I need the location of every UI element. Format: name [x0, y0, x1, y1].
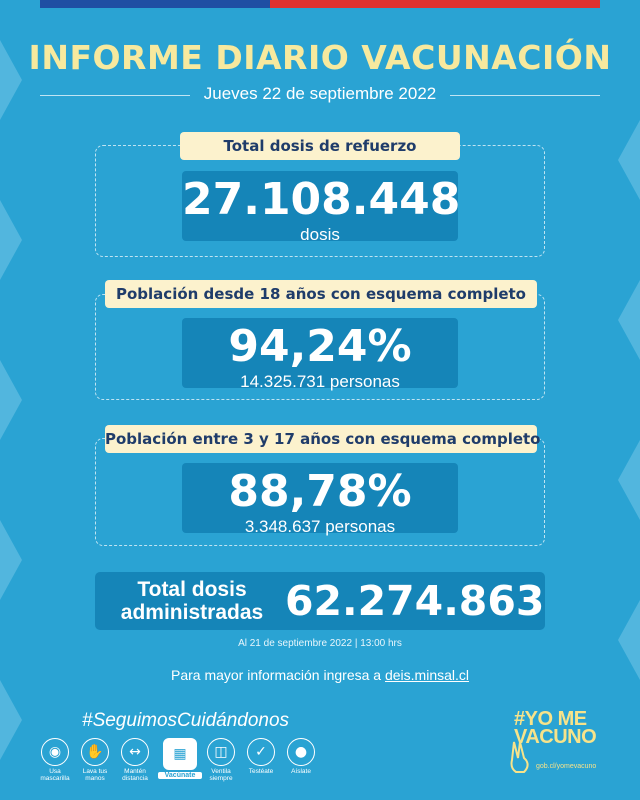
- logo-line1: #YO ME: [514, 708, 587, 730]
- more-info-text: [0, 667, 640, 683]
- flag-stripe-blue: [40, 0, 270, 8]
- total-doses-box: [95, 572, 545, 630]
- vaccinate-item: [158, 738, 202, 779]
- cutoff-note: Al 21 de septiembre 2022 | 13:00 hrs: [238, 638, 402, 649]
- total-doses-value: 62.274.863: [285, 577, 545, 625]
- isolate-label: Aíslate: [291, 768, 311, 775]
- mask-icon: ◉: [41, 738, 69, 766]
- hands-label: Lava tus manos: [82, 768, 108, 782]
- total-doses-label-line2: administradas: [120, 601, 264, 624]
- test-item: [242, 738, 280, 775]
- prevention-icons: [36, 738, 336, 794]
- adults-label: Población desde 18 años con esquema completo: [105, 280, 537, 308]
- booster-doses-value-box: [182, 171, 461, 244]
- total-doses-label-line1: Total dosis: [137, 578, 247, 601]
- hands-item: [76, 738, 114, 782]
- logo-url: gob.cl/yomevacuno: [536, 763, 597, 770]
- window-item: [202, 738, 240, 782]
- yo-me-vacuno-logo: [508, 710, 608, 790]
- hashtag: #SeguimosCuidándonos: [82, 710, 290, 731]
- test-label: Testéate: [248, 768, 274, 775]
- adults-people-count: 14.325.731 personas: [240, 372, 400, 391]
- window-label: Ventila siempre: [209, 768, 233, 782]
- test-icon: ✓: [247, 738, 275, 766]
- window-icon: ◫: [207, 738, 235, 766]
- booster-doses-value: 27.108.448: [182, 174, 461, 225]
- distance-icon: ↔: [121, 738, 149, 766]
- calendar-icon: ▦: [163, 738, 197, 770]
- distance-label: Mantén distancia: [122, 768, 148, 782]
- adults-percentage: 94,24%: [228, 321, 412, 372]
- mask-label: Usa mascarilla: [40, 768, 70, 782]
- page-title: INFORME DIARIO VACUNACIÓN: [28, 38, 612, 77]
- children-percentage: 88,78%: [228, 466, 412, 517]
- mask-item: [36, 738, 74, 782]
- isolate-item: [282, 738, 320, 775]
- more-info-prefix: Para mayor información ingresa a: [170, 667, 385, 683]
- flag-stripe-red: [270, 0, 600, 8]
- deis-link[interactable]: deis.minsal.cl: [384, 667, 470, 683]
- date-row: [40, 84, 600, 106]
- children-value-box: [182, 463, 458, 536]
- booster-doses-label: Total dosis de refuerzo: [180, 132, 460, 160]
- report-date: Jueves 22 de septiembre 2022: [203, 84, 437, 103]
- adults-value-box: [182, 318, 458, 391]
- peace-hand-icon: [508, 740, 534, 774]
- children-label: Población entre 3 y 17 años con esquema completo: [105, 425, 537, 453]
- total-doses-label: [107, 578, 277, 624]
- distance-item: [116, 738, 154, 782]
- date-divider-right: [450, 95, 600, 96]
- booster-doses-unit: dosis: [300, 225, 340, 244]
- hands-icon: ✋: [81, 738, 109, 766]
- logo-line2: VACUNO: [514, 726, 597, 748]
- isolate-icon: ●: [287, 738, 315, 766]
- vaccinate-label: Vacúnate: [158, 772, 202, 779]
- children-people-count: 3.348.637 personas: [244, 517, 396, 536]
